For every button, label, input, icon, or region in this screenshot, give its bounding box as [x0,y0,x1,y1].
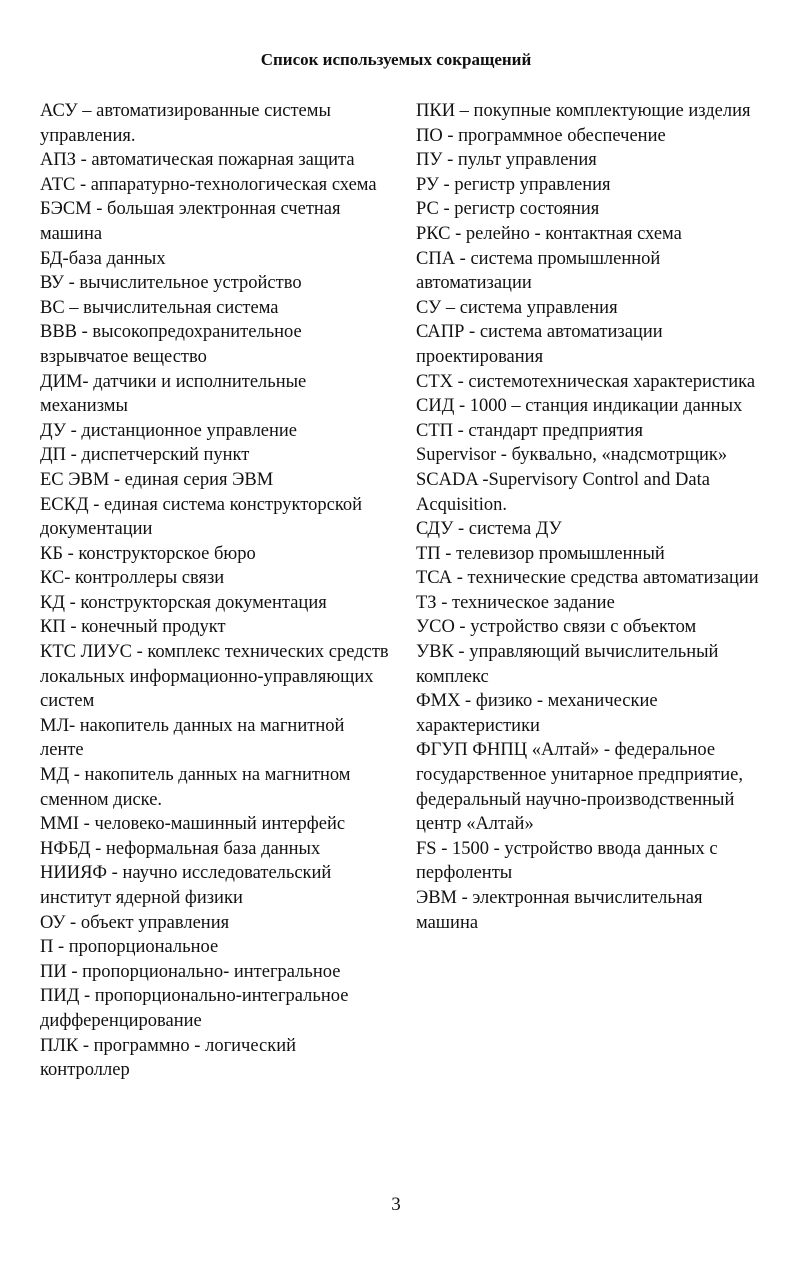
abbreviation-entry: ЕС ЭВМ - единая серия ЭВМ [40,469,274,490]
abbreviation-entry: ТЗ - техническое задание [416,592,615,613]
abbreviation-entry: УВК - управляющий вычислительный комплекс [416,642,719,687]
abbreviation-entry: ЭВМ - электронная вычислительная машина [416,888,703,933]
abbreviation-entry: МЛ- накопитель данных на магнитной ленте [40,715,345,761]
abbreviations-left-column [40,99,390,1083]
abbreviation-entry: БД-база данных [40,248,166,269]
page-title: Список используемых сокращений [260,50,532,69]
abbreviation-entry: СТХ - системотехническая характеристика [416,371,756,392]
abbreviation-entry: ДП - диспетчерский пункт [40,445,250,466]
abbreviation-entry: ПИ - пропорционально- интегральное [40,961,341,982]
abbreviation-entry: ПЛК - программно - логический контроллер [40,1035,297,1081]
abbreviation-entry: УСО - устройство связи с объектом [416,617,697,638]
abbreviation-entry: МД - накопитель данных на магнитном сменном диске. [40,765,351,810]
abbreviation-entry: АТС - аппаратурно-технологическая схема [40,174,377,195]
abbreviation-entry: ПИД - пропорционально-интегральное дифференцирование [40,986,349,1031]
abbreviation-entry: СПА - система промышленной автоматизации [416,248,661,294]
abbreviation-entry: СТП - стандарт предприятия [416,420,643,441]
abbreviation-entry: КП - конечный продукт [40,617,226,638]
abbreviation-entry: ВВВ - высокопредохранительное взрывчатое вещество [40,322,302,367]
abbreviation-entry: FS - 1500 - устройство ввода данных с перфоленты [416,838,718,884]
abbreviation-entry: СИД - 1000 – станция индикации данных [416,396,743,417]
abbreviation-entry: АСУ – автоматизированные системы управления. [40,101,331,146]
abbreviation-entry: ПКИ – покупные комплектующие изделия [416,101,751,121]
abbreviation-entry: ФГУП ФНПЦ «Алтай» - федеральное государственное унитарное предприятие, федеральный научно-производственный центр «Алтай» [416,740,743,835]
abbreviation-entry: РС - регистр состояния [416,199,600,220]
abbreviation-entry: ПО - программное обеспечение [416,125,666,146]
abbreviation-entry: ДУ - дистанционное управление [40,420,298,441]
abbreviation-entry: СУ – система управления [416,297,618,318]
abbreviation-entry: SCADA -Supervisory Control and Data Acquisition. [416,469,710,515]
abbreviation-entry: ПУ - пульт управления [416,150,597,171]
abbreviation-entry: ВС – вычислительная система [40,297,279,318]
abbreviation-entry: ВУ - вычислительное устройство [40,273,302,294]
abbreviation-entry: КТС ЛИУС - комплекс технических средств локальных информационно-управляющих систем [40,642,389,712]
abbreviation-entry: НИИЯФ - научно исследовательский институт ядерной физики [40,863,332,908]
page-number: 3 [391,1194,401,1215]
abbreviation-entry: РКС - релейно - контактная схема [416,223,682,244]
abbreviation-entry: КД - конструкторская документация [40,592,327,613]
abbreviation-entry: ММI - человеко-машинный интерфейс [40,814,346,835]
abbreviation-entry: САПР - система автоматизации проектирования [416,322,663,367]
abbreviation-entry: РУ - регистр управления [416,174,611,195]
abbreviations-right-column [416,99,761,935]
abbreviation-entry: КБ - конструкторское бюро [40,543,256,564]
abbreviation-entry: ЕСКД - единая система конструкторской документации [40,494,363,540]
abbreviation-entry: ФМХ - физико - механические характеристики [416,691,658,736]
abbreviation-entry: ТСА - технические средства автоматизации [416,568,759,589]
abbreviation-entry: П - пропорциональное [40,937,219,958]
abbreviation-entry: СДУ - система ДУ [416,519,562,540]
abbreviation-entry: АПЗ - автоматическая пожарная защита [40,150,355,171]
abbreviation-entry: ОУ - объект управления [40,912,230,933]
abbreviation-entry: Supervisor - буквально, «надсмотрщик» [416,445,728,466]
abbreviation-entry: ТП - телевизор промышленный [416,543,665,564]
abbreviation-entry: КС- контроллеры связи [40,568,225,589]
abbreviation-entry: БЭСМ - большая электронная счетная машина [40,199,341,244]
abbreviation-entry: НФБД - неформальная база данных [40,838,321,859]
abbreviation-entry: ДИМ- датчики и исполнительные механизмы [40,371,307,417]
